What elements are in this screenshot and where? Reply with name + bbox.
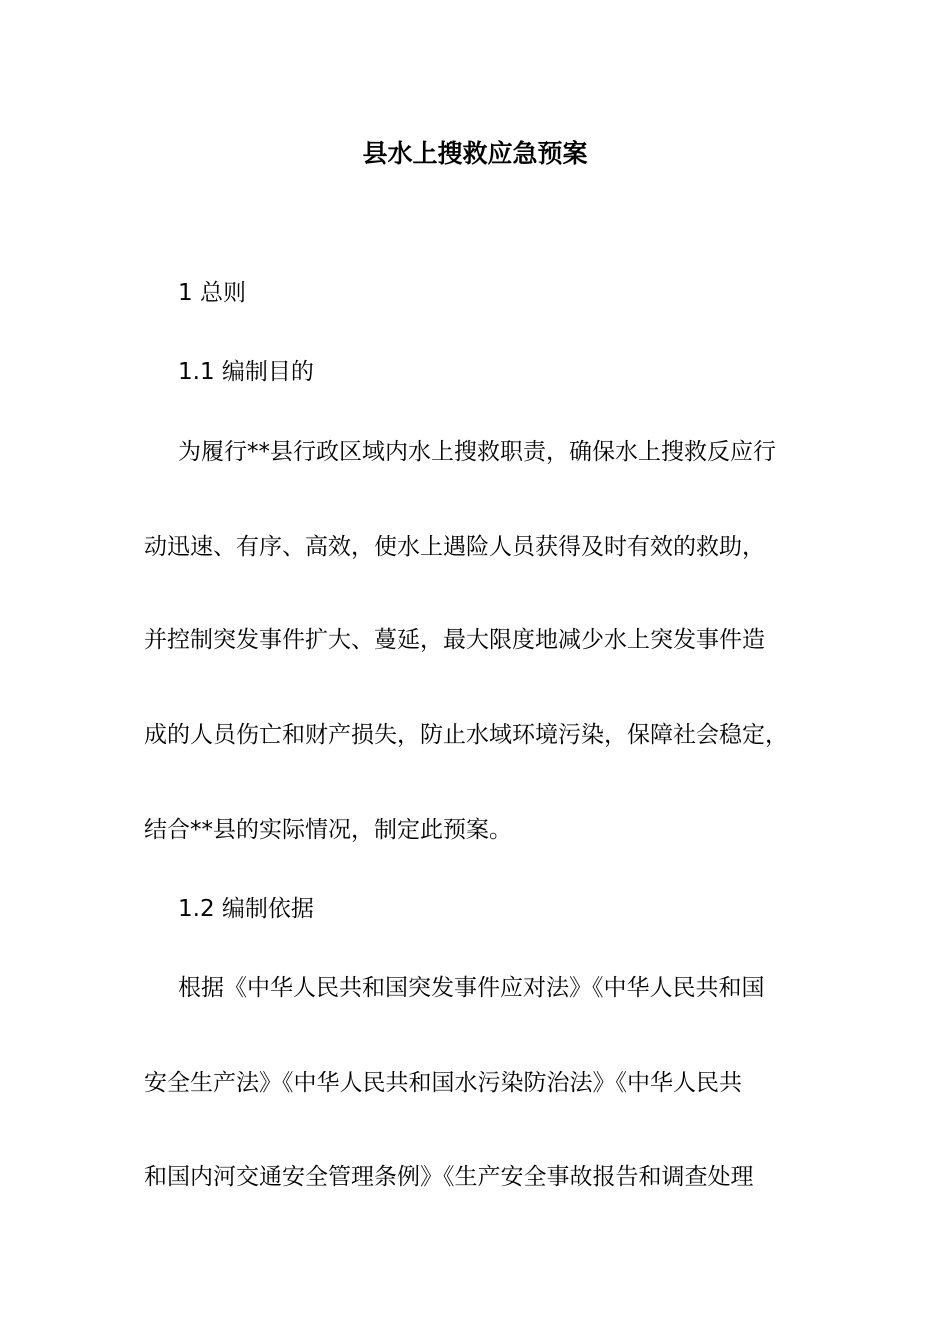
paragraph-line: 安全生产法》《中华人民共和国水污染防治法》《中华人民共 bbox=[144, 1070, 742, 1096]
section-heading-purpose: 1.1 编制目的 bbox=[178, 359, 314, 385]
document-title: 县水上搜救应急预案 bbox=[362, 139, 588, 168]
paragraph-line: 和国内河交通安全管理条例》《生产安全事故报告和调查处理 bbox=[144, 1164, 754, 1190]
paragraph-line: 为履行**县行政区域内水上搜救职责，确保水上搜救反应行 bbox=[178, 439, 776, 465]
paragraph-line: 结合**县的实际情况，制定此预案。 bbox=[144, 817, 512, 843]
section-heading-general: 1 总则 bbox=[178, 280, 246, 306]
paragraph-line: 根据《中华人民共和国突发事件应对法》《中华人民共和国 bbox=[178, 975, 765, 1001]
section-heading-basis: 1.2 编制依据 bbox=[178, 896, 314, 922]
paragraph-line: 成的人员伤亡和财产损失，防止水域环境污染，保障社会稳定， bbox=[144, 722, 788, 748]
paragraph-line: 动迅速、有序、高效，使水上遇险人员获得及时有效的救助， bbox=[144, 534, 765, 560]
paragraph-line: 并控制突发事件扩大、蔓延，最大限度地减少水上突发事件造 bbox=[144, 627, 765, 653]
